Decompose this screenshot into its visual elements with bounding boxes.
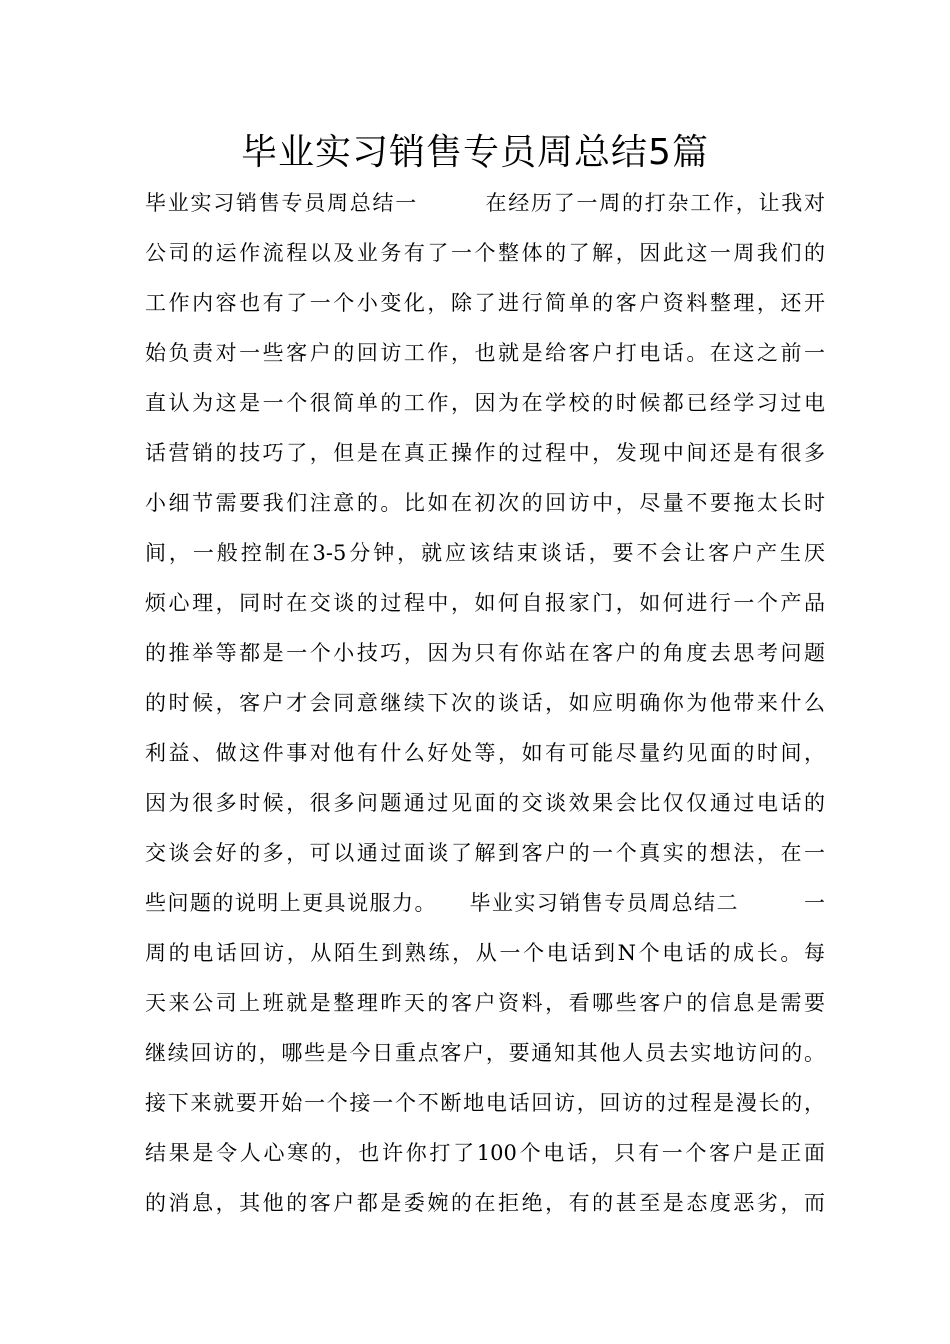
document-title: 毕业实习销售专员周总结5篇	[241, 132, 709, 173]
body-line: 交谈会好的多，可以通过面谈了解到客户的一个真实的想法，在一	[145, 841, 825, 865]
body-line: 周的电话回访，从陌生到熟练，从一个电话到N个电话的成长。每	[145, 941, 825, 965]
body-line: 工作内容也有了一个小变化，除了进行简单的客户资料整理，还开	[145, 291, 825, 315]
body-line: 结果是令人心寒的，也许你打了100个电话，只有一个客户是正面	[145, 1141, 825, 1165]
body-line: 小细节需要我们注意的。比如在初次的回访中，尽量不要拖太长时	[145, 491, 825, 515]
body-line: 接下来就要开始一个接一个不断地电话回访，回访的过程是漫长的，	[145, 1091, 825, 1115]
body-line: 天来公司上班就是整理昨天的客户资料，看哪些客户的信息是需要	[145, 991, 825, 1015]
body-line: 的推举等都是一个小技巧，因为只有你站在客户的角度去思考问题	[145, 641, 825, 665]
body-line: 话营销的技巧了，但是在真正操作的过程中，发现中间还是有很多	[145, 441, 825, 465]
body-line: 毕业实习销售专员周总结一 在经历了一周的打杂工作，让我对	[145, 191, 825, 215]
body-line: 公司的运作流程以及业务有了一个整体的了解，因此这一周我们的	[145, 241, 825, 265]
body-line: 利益、做这件事对他有什么好处等，如有可能尽量约见面的时间，	[145, 741, 825, 765]
body-line: 间，一般控制在3-5分钟，就应该结束谈话，要不会让客户产生厌	[145, 541, 825, 565]
document-body	[145, 178, 825, 1228]
body-line: 继续回访的，哪些是今日重点客户，要通知其他人员去实地访问的。	[145, 1041, 825, 1065]
body-line: 的时候，客户才会同意继续下次的谈话，如应明确你为他带来什么	[145, 691, 825, 715]
body-line: 始负责对一些客户的回访工作，也就是给客户打电话。在这之前一	[145, 341, 825, 365]
body-line: 烦心理，同时在交谈的过程中，如何自报家门，如何进行一个产品	[145, 591, 825, 615]
body-line: 因为很多时候，很多问题通过见面的交谈效果会比仅仅通过电话的	[145, 791, 825, 815]
body-line: 直认为这是一个很简单的工作，因为在学校的时候都已经学习过电	[145, 391, 825, 415]
body-line: 些问题的说明上更具说服力。 毕业实习销售专员周总结二 一	[145, 891, 825, 915]
body-line: 的消息，其他的客户都是委婉的在拒绝，有的甚至是态度恶劣，而	[145, 1191, 825, 1215]
